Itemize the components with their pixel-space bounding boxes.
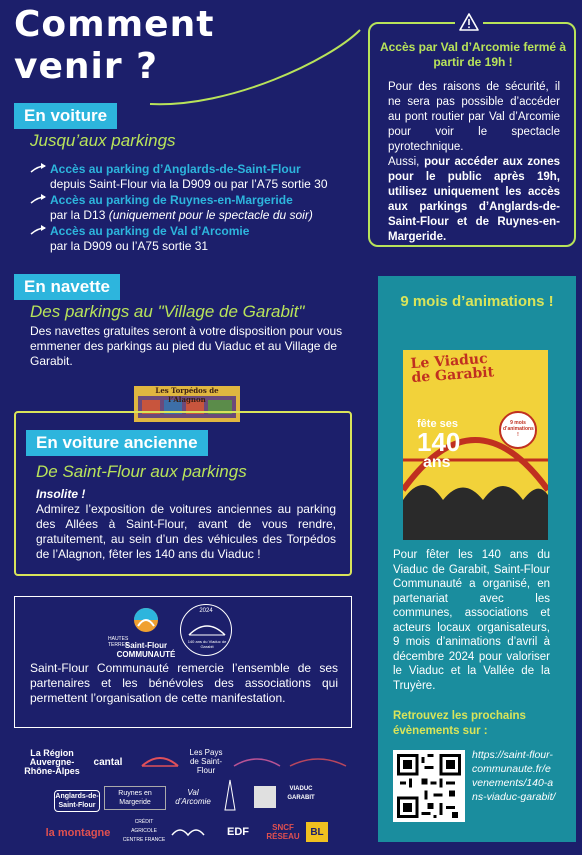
qr-code[interactable] <box>393 750 465 822</box>
small-logo <box>254 786 276 808</box>
warning-text-1: Pour des raisons de sécurité, il ne sera pas possible d’accéder au pont routier par Val d’Arcomie pour voir le spectacle pyrotechnique. <box>388 81 560 153</box>
access-item <box>30 162 360 192</box>
warning-text-2: Aussi, <box>388 156 425 168</box>
tower-logo <box>222 778 238 812</box>
access-sub-note: (uniquement pour le spectacle du soir) <box>108 208 313 222</box>
page-title <box>14 4 214 88</box>
navette-tag: En navette <box>14 274 120 300</box>
anglards-logo: Anglards-de-Saint-Flour <box>54 790 100 812</box>
poster-title: Le Viaduc de Garabit <box>410 350 495 387</box>
ancienne-label: Insolite ! <box>36 487 86 501</box>
animations-text: Pour fêter les 140 ans du Viaduc de Garabit, Saint-Flour Communauté a organisé, en partenariat avec les communes, associations et acteurs locaux organisateurs, 9 mois d’animations d’avril à décembre 2024 pour valoriser le Viaduc et la Vallée de la Truyère. <box>393 549 550 692</box>
voiture-subtitle: Jusqu’aux parkings <box>30 131 176 150</box>
access-item <box>30 224 360 254</box>
anniversary-text: 140 ans du Viaduc de Garabit <box>187 639 227 649</box>
partners-text: Saint-Flour Communauté remercie l’ensemble de ses partenaires et les bénévoles des associations qui permettent l’organisation de cette manifestation. <box>30 661 338 705</box>
title-line-1: Comment <box>14 4 215 45</box>
animations-title: 9 mois d’animations ! <box>400 293 554 310</box>
sncf-logo: SNCF RÉSEAU <box>266 823 300 841</box>
viaduc-garabit-logo: VIADUC GARABIT <box>287 786 315 801</box>
torpedos-logo-text: Les Torpédos de l’Alagnon <box>155 386 219 404</box>
saint-flour-logo <box>108 606 176 659</box>
access-item <box>30 193 360 223</box>
edf-logo: EDF <box>227 825 249 838</box>
retrouvez-text: Retrouvez les prochains évènements sur : <box>393 710 526 737</box>
anniversary-logo <box>180 604 232 656</box>
ruynes-logo: Ruynes en Margeride <box>104 786 166 810</box>
credit-agricole-logo: CRÉDIT AGRICOLE CENTRE FRANCE <box>122 818 166 843</box>
pays-saint-flour-logo: Les Pays de Saint-Flour <box>189 747 223 775</box>
warning-text <box>388 80 560 245</box>
access-sub-text: par la D13 <box>50 208 106 222</box>
arrow-icon <box>30 193 50 223</box>
navette-subtitle: Des parkings au "Village de Garabit" <box>30 302 305 321</box>
voiture-tag: En voiture <box>14 103 117 129</box>
generic-logo-4 <box>170 822 206 842</box>
val-arcomie-logo: Val d’Arcomie <box>175 788 211 806</box>
arrow-icon <box>30 162 50 192</box>
generic-logo-3 <box>288 748 348 772</box>
la-montagne-logo: la montagne <box>45 826 111 839</box>
poster-sub1: fête ses <box>417 418 458 430</box>
region-logo: La Région Auvergne-Rhône-Alpes <box>24 747 80 776</box>
poster-image <box>403 350 548 540</box>
access-title: Accès au parking de Val d’Arcomie <box>50 224 250 238</box>
cantal-logo: cantal <box>93 756 123 768</box>
access-sub <box>50 208 313 223</box>
bl-logo: BL <box>306 822 328 842</box>
generic-logo-2 <box>232 748 282 772</box>
generic-logo <box>140 748 180 772</box>
access-sub: depuis Saint-Flour via la D909 ou par l’A75 sortie 30 <box>50 177 328 191</box>
access-title: Accès au parking d’Anglards-de-Saint-Flour <box>50 162 301 176</box>
ancienne-body: Admirez l’exposition de voitures anciennes au parking des Allées à Saint-Flour, avant de vous rendre, gratuitement, au sein d’un des véhicules des Torpédos de l’Alagnon, fêter les 140 ans du Viaduc ! <box>36 502 336 561</box>
ancienne-tag: En voiture ancienne <box>26 430 208 456</box>
poster-sub2: ans <box>423 454 451 471</box>
saint-flour-logo-text: Saint-Flour COMMUNAUTÉ <box>116 641 176 659</box>
poster-badge: 9 mois d’animations ! <box>503 420 534 438</box>
access-sub: par la D909 ou l’A75 sortie 31 <box>50 239 209 253</box>
access-list <box>30 162 360 255</box>
access-title: Accès au parking de Ruynes-en-Margeride <box>50 193 293 207</box>
warning-text-bold: pour accéder aux zones pour le public après 19h, utilisez uniquement les accès aux parkings d’Anglards-de-Saint-Flour et de Ruynes-en-Margeride. <box>388 156 560 243</box>
event-url-link[interactable]: https://saint-flour-communaute.fr/evenements/140-ans-viaduc-garabit/ <box>472 749 556 803</box>
poster-number: 140 <box>417 427 461 457</box>
navette-text: Des navettes gratuites seront à votre disposition pour vous emmener des parkings au pied du Viaduc et au Village de Garabit. <box>30 324 343 368</box>
arrow-icon <box>30 224 50 254</box>
saint-flour-logo-small: HAUTES TERRES <box>108 636 129 648</box>
title-line-2: venir ? <box>14 46 159 87</box>
anniversary-year: 2024 <box>199 608 213 614</box>
ancienne-subtitle: De Saint-Flour aux parkings <box>36 462 247 481</box>
ancienne-text <box>36 487 336 562</box>
warning-title: Accès par Val d’Arcomie fermé à partir de 19h ! <box>379 40 567 69</box>
warning-icon <box>455 9 483 35</box>
